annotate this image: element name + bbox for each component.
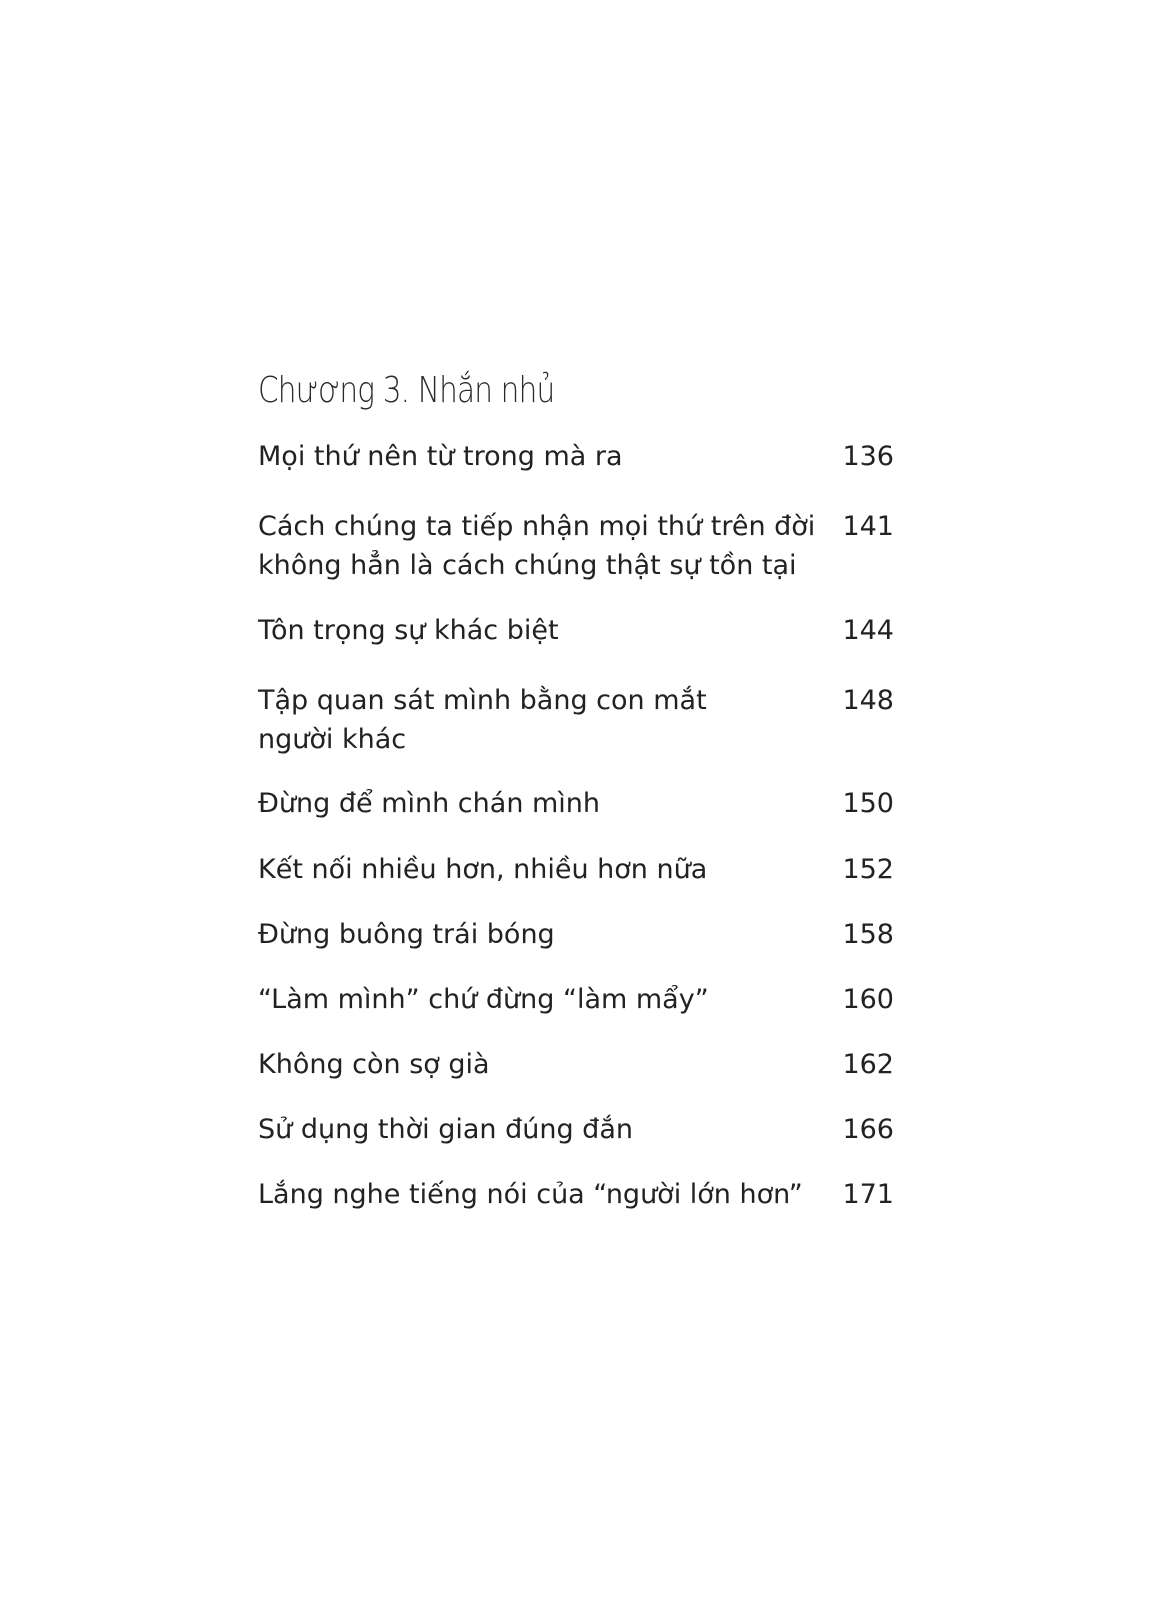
toc-entry-page: 166 [842, 1114, 894, 1145]
toc-entry-title: Tập quan sát mình bằng con mắt người khác [258, 685, 707, 755]
toc-entry-page: 171 [842, 1179, 894, 1210]
toc-entry-title: Lắng nghe tiếng nói của “người lớn hơn” [258, 1179, 803, 1210]
toc-entry-page: 160 [842, 984, 894, 1015]
toc-entry-title: “Làm mình” chứ đừng “làm mẩy” [258, 984, 709, 1015]
toc-entry-title: Đừng buông trái bóng [258, 919, 555, 950]
toc-entry-page: 136 [842, 441, 894, 472]
toc-entry-title: Đừng để mình chán mình [258, 788, 601, 819]
toc-entry-title: Cách chúng ta tiếp nhận mọi thứ trên đời không hẳn là cách chúng thật sự tồn tại [258, 511, 816, 581]
toc-entry-title: Không còn sợ già [258, 1049, 490, 1080]
toc-entry-page: 158 [842, 919, 894, 950]
toc-entry-title: Kết nối nhiều hơn, nhiều hơn nữa [258, 854, 708, 885]
toc-entry-page: 150 [842, 788, 894, 819]
chapter-title: Chương 3. Nhắn nhủ [258, 370, 555, 411]
toc-entry-page: 162 [842, 1049, 894, 1080]
toc-entry-title: Tôn trọng sự khác biệt [258, 615, 559, 646]
toc-entry-page: 141 [842, 511, 894, 542]
toc-entry-title: Sử dụng thời gian đúng đắn [258, 1114, 633, 1145]
toc-entry-page: 144 [842, 615, 894, 646]
toc-entry-page: 152 [842, 854, 894, 885]
toc-entry-page: 148 [842, 685, 894, 716]
toc-entry-title: Mọi thứ nên từ trong mà ra [258, 441, 623, 472]
